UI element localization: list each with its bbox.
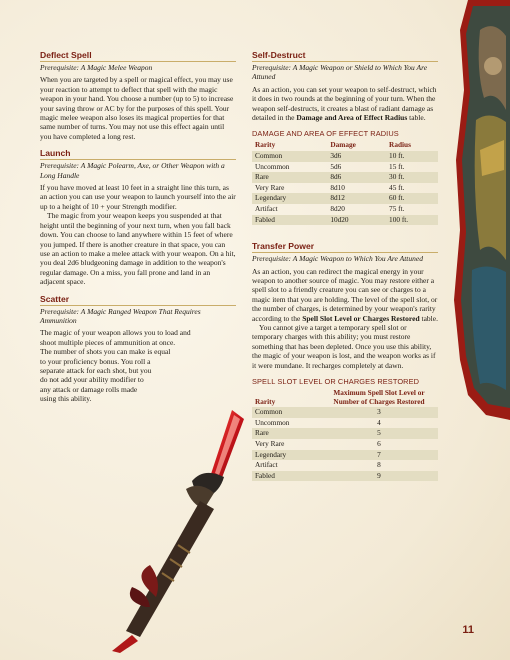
deflect-spell-prereq: Prerequisite: A Magic Melee Weapon bbox=[40, 63, 153, 72]
scatter-line: The number of shots you can make is equal bbox=[40, 347, 171, 357]
table-cell: Very Rare bbox=[255, 182, 285, 192]
table-cell: 4 bbox=[377, 417, 381, 427]
launch-body-2: The magic from your weapon keeps you suspended at that height until the beginning of your next turn, when you fall back down. You can choose to land anywhere within 15 feet of where you jumped. If there is another creature in that space, you can use an action to make a melee attack with your weapon. On a hit, you deal 2d6 bludgeoning damage in addition to the weapon's regular damage. On a miss, you fall prone and land in an adjacent space. bbox=[40, 211, 236, 287]
table-cell: 10 ft. bbox=[386, 151, 438, 162]
table-cell: Common bbox=[252, 407, 320, 418]
right-column bbox=[252, 50, 438, 481]
transfer-power-prereq: Prerequisite: A Magic Weapon to Which You Are Attuned bbox=[252, 254, 423, 264]
slot-table bbox=[252, 388, 438, 481]
table-cell: Fabled bbox=[252, 215, 327, 226]
scatter-line: any attack or damage rolls made bbox=[40, 384, 138, 394]
table-row bbox=[252, 460, 438, 471]
sword-illustration bbox=[92, 405, 262, 655]
scatter-prereq: Prerequisite: A Magic Ranged Weapon That Requires Ammunition bbox=[40, 306, 201, 325]
transfer-power-heading: Transfer Power bbox=[252, 241, 438, 253]
table-cell: 5d6 bbox=[330, 161, 342, 171]
launch-prereq: Prerequisite: A Magic Polearm, Axe, or Other Weapon with a Long Handle bbox=[40, 161, 225, 180]
table-cell: 7 bbox=[320, 450, 438, 461]
launch-body-1: If you have moved at least 10 feet in a straight line this turn, as an action you can use your weapon to launch yourself into the air up to a height of 10 + your Strength modifier. bbox=[40, 183, 236, 211]
left-column bbox=[40, 50, 236, 411]
table-header-cell: Damage bbox=[330, 140, 356, 150]
self-destruct-prereq: Prerequisite: A Magic Weapon or Shield to Which You Are Attuned bbox=[252, 63, 428, 82]
transfer-power-body-end: table. bbox=[419, 313, 438, 323]
damage-table bbox=[252, 140, 438, 225]
table-cell: 8d6 bbox=[327, 172, 386, 183]
table-cell: Rare bbox=[252, 428, 320, 439]
transfer-power-table-ref: Spell Slot Level or Charges Restored bbox=[302, 313, 420, 323]
scatter-line: using this ability. bbox=[40, 394, 92, 404]
table-cell: 9 bbox=[320, 471, 438, 482]
table-cell: 60 ft. bbox=[386, 193, 438, 204]
table-cell: Common bbox=[252, 151, 327, 162]
table-cell: 3 bbox=[320, 407, 438, 418]
table-cell: Artifact bbox=[255, 204, 278, 213]
scatter-heading: Scatter bbox=[40, 294, 236, 306]
scatter-line: shoot multiple pieces of ammunition at once. bbox=[40, 337, 176, 347]
table-row bbox=[252, 204, 438, 215]
table-cell: 10d20 bbox=[327, 215, 386, 226]
table-cell: Very Rare bbox=[255, 439, 285, 449]
scatter-line: do not add your ability modifier to bbox=[40, 375, 144, 385]
table-cell: Rare bbox=[252, 172, 327, 183]
table-cell: 30 ft. bbox=[386, 172, 438, 183]
table-cell: 5 bbox=[320, 428, 438, 439]
deflect-spell-heading: Deflect Spell bbox=[40, 50, 236, 62]
deflect-spell-section bbox=[40, 50, 236, 141]
scatter-line: separate attack for each shot, but you bbox=[40, 365, 152, 375]
launch-heading: Launch bbox=[40, 148, 236, 160]
corner-illustration bbox=[446, 0, 510, 420]
table-cell: 8d10 bbox=[330, 182, 345, 192]
table-header-cell: Rarity bbox=[255, 140, 276, 150]
table-cell: 8d20 bbox=[330, 204, 345, 213]
table-header-cell: Maximum Spell Slot Level or Number of Charges Restored bbox=[333, 388, 425, 406]
self-destruct-section bbox=[252, 50, 438, 122]
table-cell: Uncommon bbox=[255, 417, 290, 427]
table-row bbox=[252, 183, 438, 194]
self-destruct-heading: Self-Destruct bbox=[252, 50, 438, 62]
scatter-line: to your proficiency bonus. You roll a bbox=[40, 356, 151, 366]
transfer-power-section bbox=[252, 241, 438, 370]
table-cell: 75 ft. bbox=[389, 204, 405, 213]
transfer-power-body-1 bbox=[252, 267, 438, 323]
table-cell: Uncommon bbox=[255, 161, 290, 171]
table-cell: 45 ft. bbox=[389, 182, 405, 192]
damage-table-caption: DAMAGE AND AREA OF EFFECT RADIUS bbox=[252, 129, 399, 139]
table-header-row bbox=[252, 388, 438, 407]
transfer-power-body-2: You cannot give a target a temporary spell slot or temporary charges with this ability; you must restore something that has been depleted. Once you use this ability, the magic of your weapon is lost, and the weapon works as if it were mundane. It recharges completely at dawn. bbox=[252, 323, 436, 370]
self-destruct-table-ref: Damage and Area of Effect Radius bbox=[296, 113, 408, 123]
table-row bbox=[252, 215, 438, 226]
table-row bbox=[252, 471, 438, 482]
table-row bbox=[252, 428, 438, 439]
table-cell: 8 bbox=[377, 460, 381, 470]
table-header-row bbox=[252, 140, 438, 151]
table-header-cell: Rarity bbox=[255, 396, 276, 406]
table-cell: Fabled bbox=[252, 471, 320, 482]
table-cell: Legendary bbox=[252, 193, 327, 204]
table-row bbox=[252, 172, 438, 183]
scatter-section bbox=[40, 294, 236, 404]
table-cell: 8d12 bbox=[327, 193, 386, 204]
scatter-line: The magic of your weapon allows you to load and bbox=[40, 328, 191, 338]
self-destruct-body-end: table. bbox=[407, 113, 426, 123]
table-row bbox=[252, 450, 438, 461]
table-cell: 15 ft. bbox=[389, 161, 405, 171]
table-cell: Legendary bbox=[252, 450, 320, 461]
transfer-power-body-text: As an action, you can redirect the magical energy in your weapon to another source of magic. You may restore either a spell slot to a friendly creature you can see or charges to a magic item that you are holding. The level of the spell slot, or the number of charges, is determined by your weapon's rarity according to the bbox=[252, 266, 438, 323]
table-cell: 100 ft. bbox=[386, 215, 438, 226]
page-number: 11 bbox=[462, 624, 474, 636]
table-cell: 6 bbox=[377, 439, 381, 449]
table-row bbox=[252, 439, 438, 450]
self-destruct-body-text: As an action, you can set your weapon to self-destruct, which it does in two rounds at the beginning of your turn. When the weapon self-destructs, it creates a blast of radiant damage as detailed in the bbox=[252, 84, 437, 123]
table-cell: 3d6 bbox=[327, 151, 386, 162]
slot-table-caption: SPELL SLOT LEVEL OR CHARGES RESTORED bbox=[252, 377, 420, 387]
launch-section bbox=[40, 148, 236, 286]
self-destruct-body bbox=[252, 85, 438, 123]
table-row bbox=[252, 162, 438, 173]
table-row bbox=[252, 193, 438, 204]
table-row bbox=[252, 418, 438, 429]
table-cell: Artifact bbox=[255, 460, 278, 470]
table-header-cell: Radius bbox=[389, 140, 411, 150]
table-row bbox=[252, 407, 438, 418]
deflect-spell-body: When you are targeted by a spell or magical effect, you may use your reaction to attempt to deflect that spell with the magic weapon in your hand. You choose a number (up to 5) to increase your saving throw or AC by for the purposes of this spell. Your magic melee weapon also loses its magical properties for that same number of turns. You may not use this effect again until you have completed a long rest. bbox=[40, 75, 234, 141]
table-row bbox=[252, 151, 438, 162]
